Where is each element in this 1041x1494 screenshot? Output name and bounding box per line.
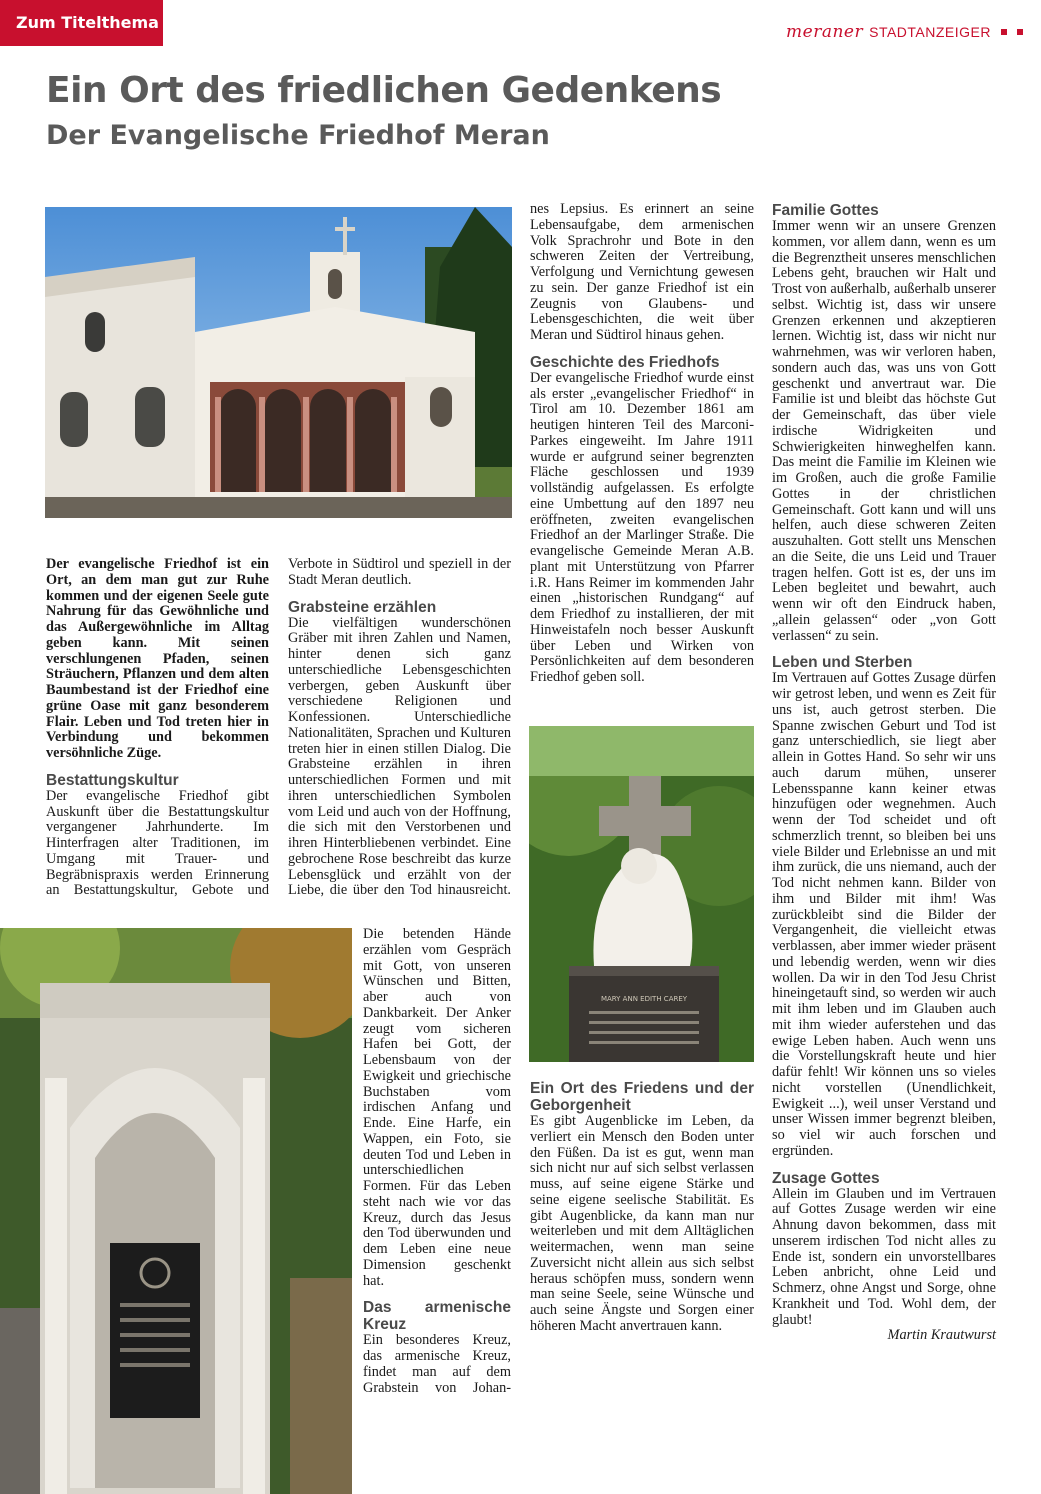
heading-zusage: Zusage Gottes <box>772 1169 880 1187</box>
heading-familie: Familie Gottes <box>772 202 879 219</box>
heading-bestattungskultur: Bestattungskultur <box>46 771 179 789</box>
heading-leben: Leben und Sterben <box>772 654 913 672</box>
column-2 <box>288 557 511 899</box>
lead-paragraph: Der evangelische Friedhof ist ein Ort, an dem man gut zur Ruhe kommen und der eigenen Seele gute Nahrung für das Gewöhnliche und das Außergewöhnliche im Alltag geben kann. Mit seinen verschlungenen Pfaden, seinen Sträuchern, Pflanzen und dem alten Baumbestand ist der Friedhof eine grüne Oase mit ganz besonderem Flair. Leben und Tod treten hier in Verbindung und bekommen versöhnliche Züge. <box>46 556 269 761</box>
column-3-lower <box>530 1070 754 1345</box>
column-4 <box>772 192 996 1354</box>
paragraph-bestattungskultur: Der evangelische Friedhof gibt Auskunft über die Bestattungskultur vergangener Jahrhunderte. Im Hinterfragen alter Traditionen, im Umgang mit Trauer- und Begräbnispraxis werden Erinnerung an Bestattungskultur, Gebote und <box>46 787 269 899</box>
paragraph-cont-verbote: Verbote in Südtirol und speziell in der Stadt Meran deutlich. <box>288 556 511 588</box>
paragraph-grabsteine-a: Die vielfältigen wunderschönen Gräber mit ihren Zahlen und Namen, hinter denen sich ganz unterschiedliche Lebensgeschichten verbergen, geben Auskunft über verschiedene Religionen und Konfessionen. Unterschiedliche Nationalitäten, Sprachen und Kulturen treten hier in einen stillen Dialog. Die Grabsteine erzählen in ihren unterschiedlichen Formen und mit ihren unterschiedlichen Symbolen vom Leid und auch von der Hoffnung, die sich mit den Verstorbenen und ihren Hinterbliebenen verbindet. Eine gebrochene Rose beschreibt das kurze Lebensglück und erzählt von der Liebe, die über den Tod hinausreicht. <box>288 614 511 899</box>
masthead-stadtanzeiger: STADTANZEIGER <box>869 24 991 40</box>
paragraph-frieden: Es gibt Augenblicke im Leben, da verliert ein Mensch den Boden unter den Füßen. Da ist es gut, wenn man sich nicht nur auf sich selbst verlassen muss, auf seine eigene Stärke und seine eigene seelische Stabilität. Es gibt Augenblicke, da kann man nur weiterleben und mit dem Alltäglichen weitermachen, wenn man seine Zuversicht nicht allein aus sich selbst heraus schöpfen muss, sondern wenn man seine Seele, seine Wünsche und auch seine Ängste und Sorgen einer höheren Macht anvertrauen kann. <box>530 1113 754 1334</box>
grave-chapel-photo <box>0 928 352 1494</box>
paragraph-cont-lepsius: nes Lepsius. Es erinnert an seine Lebensaufgabe, dem armenischen Volk Sprachrohr und Bote in den schweren Zeiten der Vertreibung, Verfolgung und Vernichtung gewesen zu sein. Der ganze Friedhof ist ein Zeugnis von Glaubens- und Lebensgeschichten, die weit über Meran und Südtirol hinaus gehen. <box>530 201 754 343</box>
article-title: Ein Ort des friedlichen Gedenkens <box>46 70 722 111</box>
column-3 <box>530 202 754 696</box>
heading-grabsteine: Grabsteine erzählen <box>288 598 437 616</box>
paragraph-leben: Im Vertrauen auf Gottes Zusage dürfen wir getrost leben, und wenn es Zeit für uns ist, auch getrost sterben. Die Spanne zwischen Geburt und Tod ist ganz unterschiedlich, sie liegt aber allein in Gottes Hand. So sehr wir uns auch darum mühen, unserer Lebensspanne kann keiner etwas hinzufügen oder wegnehmen. Auch wenn der Tod scheidet und oft schmerzlich trennt, so bleiben bei uns viele Bilder und Erlebnisse an und mit ihm zurück, die uns niemand, auch der Tod nicht nehmen kann. Bilder von ihm und Bilder mit ihm! Was zurückbleibt sind die Bilder der Vergangenheit, die vielleicht etwas verblassen, aber immer wieder präsent und lebendig werden, wenn wir dies wollen. Da wir in den Tod Jesu Christ hineingetauft sind, so werden wir auch mit ihm leben und im Glauben auch mit ihm wieder auferstehen und das ewige Leben haben. Auch wenn uns die Vorstellungskraft heute und hier dafür fehlt! Wir können uns so vieles nicht vorstellen (Unendlichkeit, Ewigkeit ...), weil unser Verstand und unser Wissen immer begrenzt bleiben, so viel wir auch forschen und ergründen. <box>772 670 996 1159</box>
column-2-lower <box>363 927 511 1406</box>
masthead-meraner: meraner <box>786 22 864 42</box>
paragraph-zusage: Allein im Glauben und im Vertrauen auf Gottes Zusage werden wir eine Ahnung davon bekommen, dass mit unserem irdischen Tod nicht alles zu Ende ist, sondern ein unvorstellbares Leben anbricht, ohne Leid und Schmerz, ohne Angst und Sorge, ohne Krankheit und Tod. Wohl dem, der glaubt! <box>772 1185 996 1328</box>
chapel-photo <box>45 207 512 518</box>
paragraph-armenisch: Ein besonderes Kreuz, das armenische Kreuz, findet man auf dem Grabstein von Johan- <box>363 1332 511 1396</box>
square-icon <box>1001 29 1007 35</box>
heading-frieden: Ein Ort des Friedens und der Geborgenheit <box>530 1080 754 1114</box>
paragraph-geschichte: Der evangelische Friedhof wurde einst als erster „evangelischer Friedhof“ in Tirol am 10. Dezember 1861 am heutigen hinteren Teil des Marconi-Parkes eingeweiht. Im Jahre 1911 wurde er aufgrund seiner begrenzten Fläche geschlossen und 1939 vollständig aufgelassen. Es erfolgte eine Umbettung auf den 1897 neu eröffneten, zweiten evangelischen Friedhof an der Marlinger Straße. Die evangelische Gemeinde Meran A.B. plant mit Unterstützung von Pfarrer i.R. Hans Reimer im kommenden Jahr einen „historischen Rundgang“ auf dem Friedhof zu installieren, der mit Hinweistafeln noch besser Auskunft über Leben und Wirken von Persönlichkeiten auf dem besonderen Friedhof geben soll. <box>530 369 754 685</box>
paragraph-familie: Immer wenn wir an unsere Grenzen kommen, vor allem dann, wenn es um die Begrenztheit unseres menschlichen Lebens geht, brauchen wir Halt und Trost von außerhalb, außerhalb unserer selbst. Wichtig ist, dass wir unsere Grenzen erkennen und akzeptieren lernen. Wichtig ist, dass wir nicht nur wahrnehmen, was wir verloren haben, sondern auch das, was uns von Gott geschenkt und anvertraut war. Die Familie ist und bleibt das höchste Gut der Gemeinschaft, das über viele irdische Widrigkeiten und Schwierigkeiten hinweghelfen kann. Das meint die Familie im Kleinen wie im Großen, auch die große Familie Gottes in der christlichen Gemeinschaft. Gott kann und will uns helfen, auch diese schweren Zeiten auszuhalten. Gott stellt uns Menschen an die Seite, die uns Leid und Trauer tragen helfen. Gott ist es, der uns im Leben begleitet und bewahrt, auch wenn wir oft den Eindruck haben, „allein gelassen“ oder „von Gott verlassen“ zu sein. <box>772 218 996 644</box>
section-tag: Zum Titelthema <box>0 0 163 46</box>
kneeling-statue-photo <box>529 726 754 1062</box>
heading-armenisch: Das armenische Kreuz <box>363 1299 511 1334</box>
column-1 <box>46 557 269 909</box>
author-name: Martin Krautwurst <box>887 1327 996 1344</box>
paragraph-grabsteine-b: Die betenden Hände erzählen vom Gespräch mit Gott, von unseren Wünschen und Bitten, aber auch von Dankbarkeit. Der Anker zeugt vom sicheren Hafen bei Gott, der Lebensbaum von der Ewigkeit und griechische Buchstaben vom irdischen Anfang und Ende. Eine Harfe, ein Wappen, ein Foto, sie deuten Tod und Leben in unterschiedlichen Formen. Für das Leben steht nach wie vor das Kreuz, durch das Jesus den Tod überwunden und dem Leben eine neue Dimension geschenkt hat. <box>363 926 511 1289</box>
heading-geschichte: Geschichte des Friedhofs <box>530 353 720 371</box>
masthead-logo <box>786 22 1023 42</box>
article-subtitle: Der Evangelische Friedhof Meran <box>46 120 550 151</box>
square-icon <box>1017 29 1023 35</box>
inscription-name: MARY ANN EDITH CAREY <box>600 995 688 1003</box>
